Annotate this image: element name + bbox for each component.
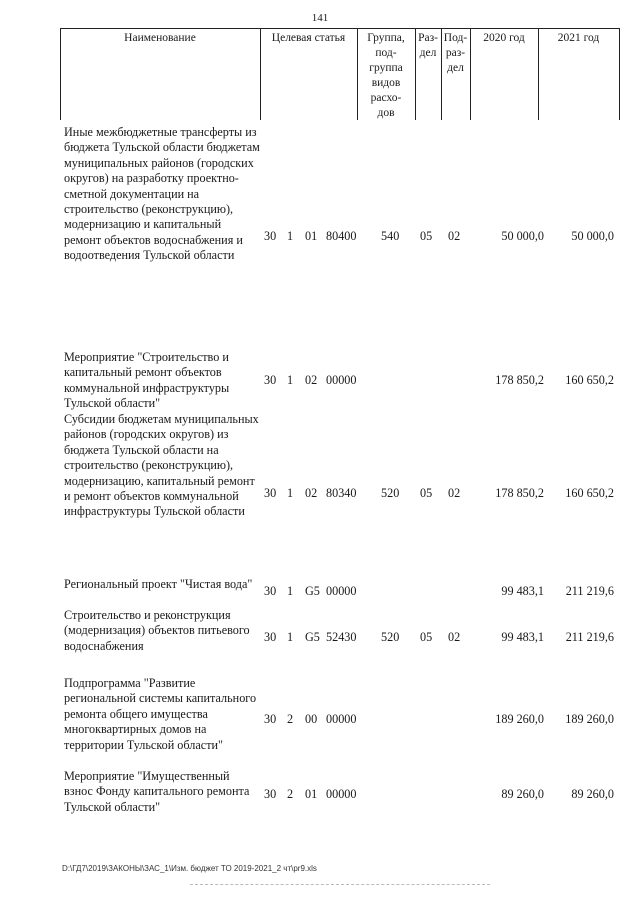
page-number: 141 [311,12,329,24]
code-direction: 80400 [326,229,357,243]
code-direction: 00000 [326,712,357,726]
code-event: 00 [305,712,318,726]
amount-2021: 50 000,0 [571,229,614,243]
row-name: Мероприятие "Строительство и капитальный ремонт объектов коммунальной инфраструктуры Тульской области" [64,350,230,411]
table-header [60,28,620,120]
amount-2021: 211 219,6 [565,584,614,598]
header-subsection-line: Под- [443,32,468,44]
amount-2021: 211 219,6 [565,630,614,644]
amount-2021: 160 650,2 [565,486,614,500]
code-direction: 00000 [326,373,357,387]
header-group-line: дов [377,107,395,119]
amount-2021: 89 260,0 [571,787,614,801]
file-path-footer: D:\ГД7\2019\ЗАКОНЫ\ЗАС_1\Изм. бюджет ТО 2019-2021_2 чт\pr9.xls [62,864,317,873]
row-name: Строительство и реконструкция (модернизация) объектов питьевого водоснабжения [64,608,250,653]
subsection: 02 [448,486,461,500]
code-program: 30 [264,584,277,598]
code-program: 30 [264,712,277,726]
amount-2020: 99 483,1 [501,630,544,644]
header-section-line: Раз- [418,32,438,44]
code-direction: 00000 [326,584,357,598]
header-top-border [60,28,620,29]
code-event: 02 [305,373,318,387]
header-group-line: группа [369,62,403,74]
code-subprogram: 1 [287,229,294,243]
header-year-2021: 2021 год [557,32,600,44]
col-divider [619,28,620,120]
row-name: Иные межбюджетные трансферты из бюджета Тульской области бюджетам муниципальных районов (городских округов) на разработку проектно-сметной документации на строительство (реконструкцию), модернизацию и капитальный ремонт объектов водоснабжения и водоотведения Тульской области [64,125,260,263]
footer-divider [190,884,490,885]
amount-2020: 178 850,2 [495,373,544,387]
expense-group: 540 [381,229,400,243]
code-event: 01 [305,229,318,243]
header-target: Целевая статья [271,32,346,44]
amount-2020: 89 260,0 [501,787,544,801]
header-group-line: Группа, [367,32,405,44]
header-subsection-line: раз- [445,47,466,59]
expense-group: 520 [381,486,400,500]
code-subprogram: 1 [287,373,294,387]
row-name: Субсидии бюджетам муниципальных районов (городских округов) из бюджета Тульской области на строительство (реконструкцию), модернизацию, капитальный ремонт и ремонт объектов коммунальной инфраструктуры Тульской области [64,412,259,519]
code-subprogram: 2 [287,787,294,801]
amount-2020: 50 000,0 [501,229,544,243]
header-section [415,31,441,61]
header-subsection [441,31,470,76]
row-name: Мероприятие "Имущественный взнос Фонду капитального ремонта Тульской области" [64,769,250,814]
section: 05 [420,229,433,243]
code-event: 01 [305,787,318,801]
expense-group: 520 [381,630,400,644]
header-group-line: под- [375,47,397,59]
amount-2021: 160 650,2 [565,373,614,387]
code-subprogram: 1 [287,584,294,598]
header-subsection-line: дел [447,62,464,74]
header-year-2020: 2020 год [483,32,525,44]
code-event: G5 [305,584,320,598]
header-group-line: расхо- [370,92,402,104]
section: 05 [420,630,433,644]
code-program: 30 [264,229,277,243]
code-subprogram: 1 [287,486,294,500]
code-event: 02 [305,486,318,500]
header-name: Наименование [124,32,196,44]
row-name: Подпрограмма "Развитие региональной системы капитального ремонта общего имущества многоквартирных домов на территории Тульской области" [64,676,257,752]
subsection: 02 [448,229,461,243]
code-program: 30 [264,373,277,387]
header-group-line: видов [371,77,401,89]
code-program: 30 [264,787,277,801]
amount-2020: 178 850,2 [495,486,544,500]
header-group [357,31,415,121]
header-section-line: дел [419,47,437,59]
code-subprogram: 1 [287,630,294,644]
subsection: 02 [448,630,461,644]
amount-2021: 189 260,0 [565,712,614,726]
code-direction: 52430 [326,630,357,644]
amount-2020: 189 260,0 [495,712,544,726]
section: 05 [420,486,433,500]
code-direction: 00000 [326,787,357,801]
code-event: G5 [305,630,320,644]
code-program: 30 [264,630,277,644]
code-direction: 80340 [326,486,357,500]
row-name: Региональный проект "Чистая вода" [64,577,253,591]
code-subprogram: 2 [287,712,294,726]
amount-2020: 99 483,1 [501,584,544,598]
code-program: 30 [264,486,277,500]
